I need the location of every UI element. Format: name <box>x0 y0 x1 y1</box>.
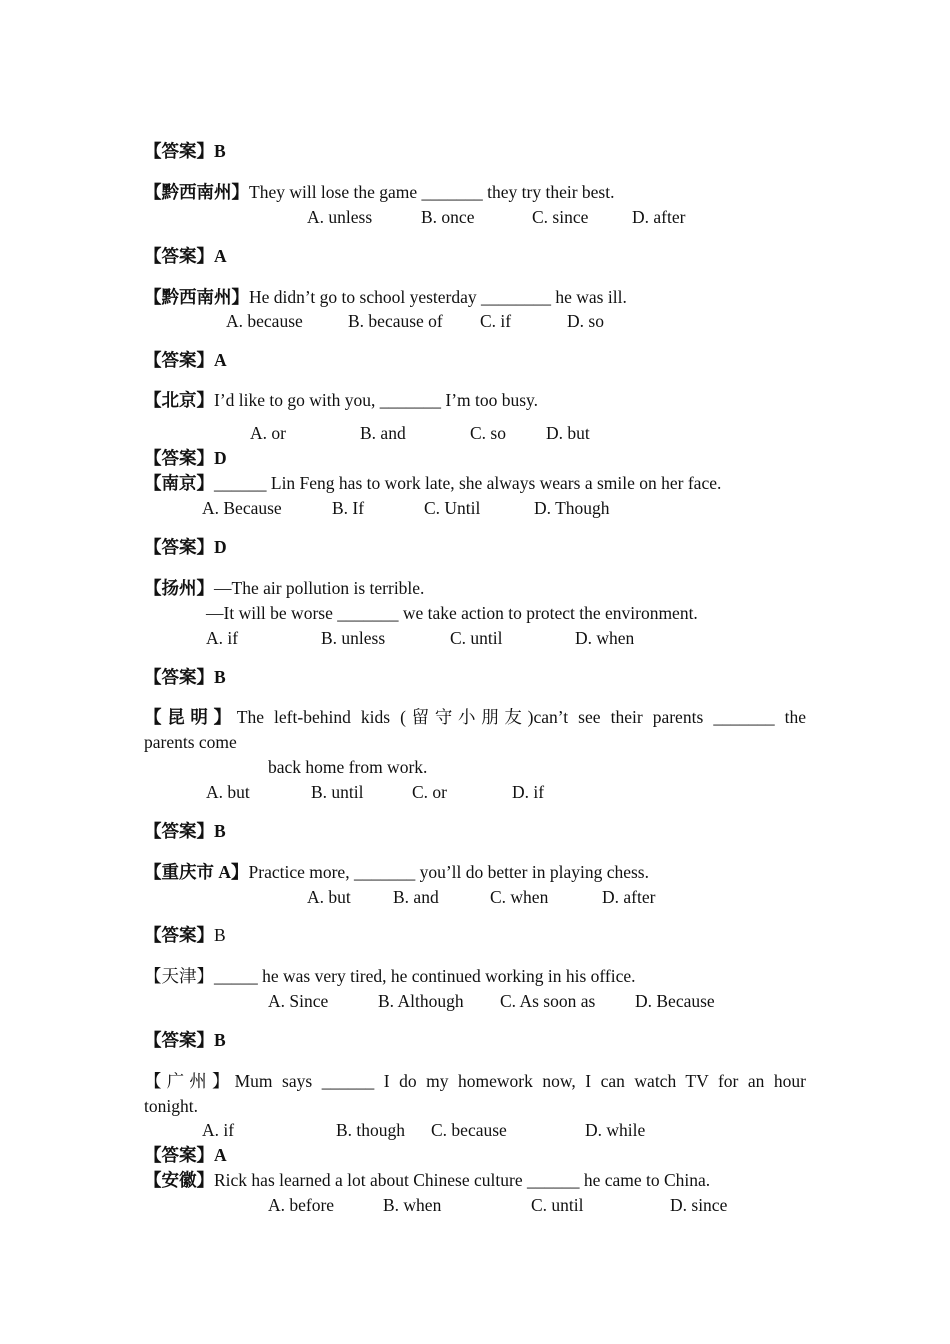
option-c: C. when <box>490 887 549 907</box>
option-b: B. until <box>311 782 364 802</box>
option-a: A. if <box>202 1120 235 1140</box>
question-stem-line-2: tonight. <box>144 1096 198 1116</box>
question-source: 【广州】 <box>144 1071 235 1091</box>
option-d: D. when <box>575 628 635 648</box>
question-1 <box>144 181 614 203</box>
answer-line <box>144 924 226 946</box>
answer-line: 【答案】B <box>144 821 226 841</box>
option-d: D. while <box>585 1120 646 1140</box>
option-b: B. because of <box>348 311 443 331</box>
option-c: C. so <box>470 423 506 443</box>
option-d: D. after <box>632 207 686 227</box>
option-d: D. after <box>602 887 656 907</box>
option-b: B. unless <box>321 628 386 648</box>
option-d: D. but <box>546 423 590 443</box>
option-d: D. if <box>512 782 545 802</box>
question-stem: Mum says ______ I do my homework now, I can watch TV for an hour <box>234 1071 806 1091</box>
option-c: C. Until <box>424 498 481 518</box>
option-a: A. Because <box>202 498 282 518</box>
question-source: 【南京】 <box>144 473 214 493</box>
answer-line: 【答案】A <box>144 246 227 266</box>
question-source: 【安徽】 <box>144 1170 214 1190</box>
question-source: 【扬州】 <box>144 578 214 598</box>
option-a: A. but <box>206 782 250 802</box>
option-a: A. unless <box>307 207 373 227</box>
question-stem: He didn’t go to school yesterday ________ he was ill. <box>249 287 627 307</box>
question-source: 【天津】 <box>144 966 214 986</box>
question-source: 【重庆市 A】 <box>144 862 249 882</box>
option-c: C. or <box>412 782 447 802</box>
question-2 <box>144 286 627 308</box>
option-a: A. or <box>250 423 286 443</box>
option-b: B. If <box>332 498 365 518</box>
option-d: D. so <box>567 311 604 331</box>
question-stem: I’d like to go with you, _______ I’m too busy. <box>214 390 539 410</box>
option-b: B. and <box>393 887 439 907</box>
option-c: C. As soon as <box>500 991 596 1011</box>
question-source: 【黔西南州】 <box>144 182 249 202</box>
option-c: C. until <box>531 1195 584 1215</box>
question-5 <box>144 577 424 599</box>
question-8 <box>144 965 636 987</box>
answer-label: 【答案】 <box>144 925 214 945</box>
question-stem-line-2: —It will be worse _______ we take action to protect the environment. <box>206 603 698 623</box>
option-a: A. if <box>206 628 239 648</box>
option-c: C. because <box>431 1120 507 1140</box>
answer-line: 【答案】D <box>144 448 227 468</box>
answer-line: 【答案】B <box>144 141 226 161</box>
question-stem: ______ Lin Feng has to work late, she always wears a smile on her face. <box>214 473 722 493</box>
question-stem-line-2: parents come <box>144 732 237 752</box>
question-10 <box>144 1169 710 1191</box>
option-a: A. Since <box>268 991 329 1011</box>
answer-value: B <box>214 925 226 945</box>
option-b: B. though <box>336 1120 406 1140</box>
question-3 <box>144 389 538 411</box>
answer-line: 【答案】A <box>144 350 227 370</box>
option-a: A. because <box>226 311 303 331</box>
question-stem: Practice more, _______ you’ll do better in playing chess. <box>248 862 649 882</box>
option-c: C. if <box>480 311 512 331</box>
option-d: D. Though <box>534 498 610 518</box>
question-stem: —The air pollution is terrible. <box>214 578 425 598</box>
option-c: C. since <box>532 207 589 227</box>
question-6 <box>144 706 806 728</box>
question-stem: _____ he was very tired, he continued working in his office. <box>214 966 636 986</box>
answer-line: 【答案】D <box>144 537 227 557</box>
option-a: A. before <box>268 1195 335 1215</box>
question-9 <box>144 1070 806 1092</box>
question-stem-line-3: back home from work. <box>268 757 428 777</box>
question-stem: The left-behind kids (留守小朋友)can’t see their parents _______ the <box>236 707 807 727</box>
question-source: 【黔西南州】 <box>144 287 249 307</box>
question-source: 【昆明】 <box>144 707 237 727</box>
option-c: C. until <box>450 628 503 648</box>
option-b: B. Although <box>378 991 464 1011</box>
option-b: B. once <box>421 207 475 227</box>
option-d: D. Because <box>635 991 715 1011</box>
question-stem: Rick has learned a lot about Chinese culture ______ he came to China. <box>214 1170 711 1190</box>
question-4 <box>144 472 721 494</box>
question-source: 【北京】 <box>144 390 214 410</box>
answer-line: 【答案】A <box>144 1145 227 1165</box>
option-b: B. and <box>360 423 406 443</box>
question-stem: They will lose the game _______ they try their best. <box>249 182 615 202</box>
option-a: A. but <box>307 887 351 907</box>
option-d: D. since <box>670 1195 728 1215</box>
question-7 <box>144 861 649 883</box>
option-b: B. when <box>383 1195 442 1215</box>
answer-line: 【答案】B <box>144 667 226 687</box>
answer-line: 【答案】B <box>144 1030 226 1050</box>
